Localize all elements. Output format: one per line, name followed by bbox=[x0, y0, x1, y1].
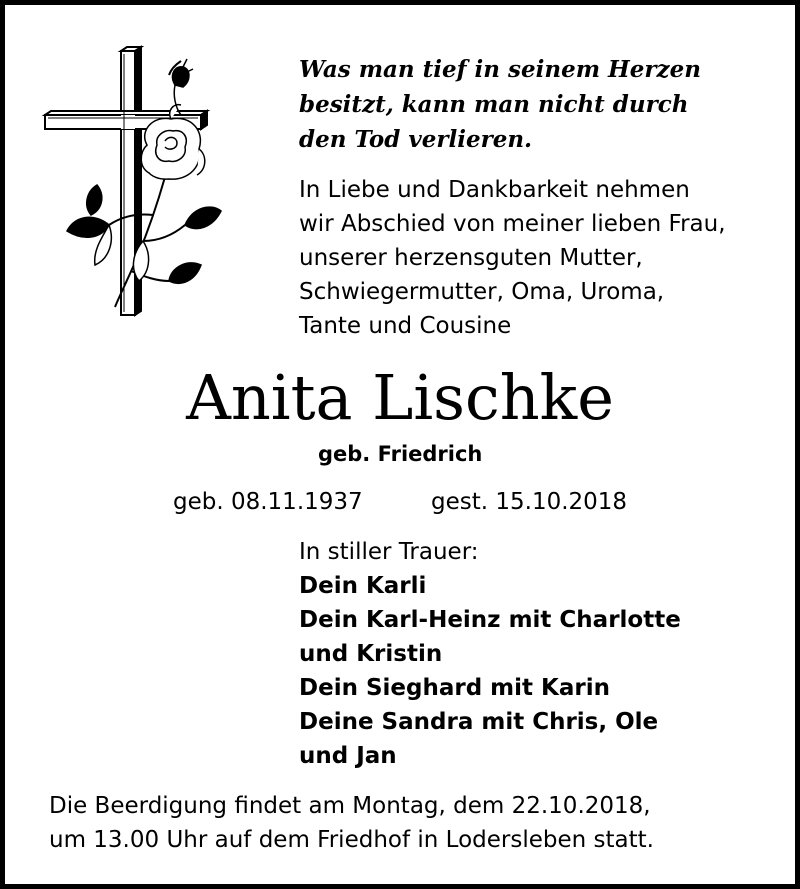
mourner-line: Deine Sandra mit Chris, Ole bbox=[299, 709, 659, 735]
mourner-line: Dein Karli bbox=[299, 573, 427, 599]
quote-line: den Tod verlieren. bbox=[299, 126, 533, 153]
quote-line: besitzt, kann man nicht durch bbox=[299, 91, 689, 118]
mourners-list bbox=[299, 569, 779, 773]
funeral-line: Die Beerdigung findet am Montag, dem 22.10.2018, bbox=[49, 793, 651, 819]
intro-line: wir Abschied von meiner lieben Frau, bbox=[299, 211, 726, 237]
cross-with-rose-icon bbox=[35, 45, 225, 335]
farewell-intro bbox=[299, 173, 779, 343]
intro-line: Tante und Cousine bbox=[299, 313, 512, 339]
intro-line: In Liebe und Dankbarkeit nehmen bbox=[299, 177, 690, 203]
intro-line: Schwiegermutter, Oma, Uroma, bbox=[299, 279, 665, 305]
maiden-name: geb. Friedrich bbox=[318, 442, 483, 466]
mourner-line: Dein Sieghard mit Karin bbox=[299, 675, 610, 701]
funeral-details bbox=[49, 789, 769, 857]
birth-date: geb. 08.11.1937 bbox=[173, 489, 363, 515]
mourner-line: Dein Karl-Heinz mit Charlotte bbox=[299, 607, 681, 633]
mourner-line: und Jan bbox=[299, 743, 397, 769]
quote-line: Was man tief in seinem Herzen bbox=[299, 56, 701, 83]
intro-line: unserer herzensguten Mutter, bbox=[299, 245, 643, 271]
funeral-line: um 13.00 Uhr auf dem Friedhof in Lodersleben statt. bbox=[49, 827, 654, 853]
death-date: gest. 15.10.2018 bbox=[431, 489, 628, 515]
memorial-quote bbox=[299, 52, 779, 157]
mourners-block bbox=[299, 535, 779, 773]
mourners-lead: In stiller Trauer: bbox=[299, 539, 479, 565]
deceased-name: Anita Lischke bbox=[186, 361, 614, 434]
mourner-line: und Kristin bbox=[299, 641, 443, 667]
